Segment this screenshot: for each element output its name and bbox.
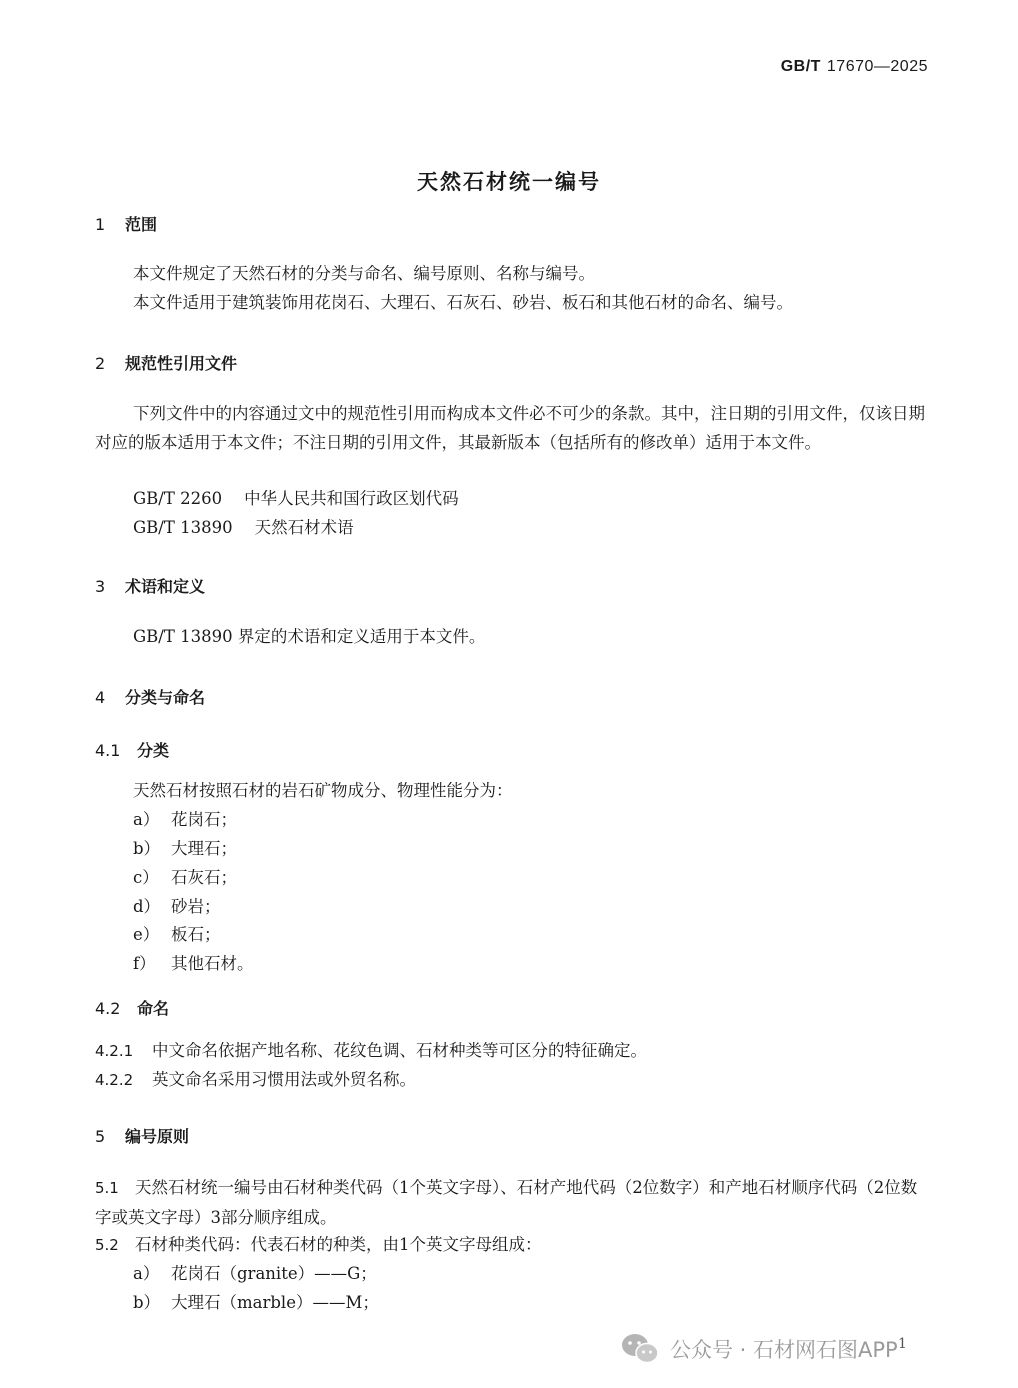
document-title: 天然石材统一编号 xyxy=(417,170,601,194)
list-marker: c） xyxy=(133,868,159,887)
section-title: 规范性引用文件 xyxy=(125,354,238,373)
clause-number: 4.2.1 xyxy=(95,1042,134,1060)
section-2-heading xyxy=(95,351,237,374)
clause-text: 天然石材统一编号由石材种类代码（1个英文字母）、石材产地代码（2位数字）和产地石材顺序代码（2位数字或英文字母）3部分顺序组成。 xyxy=(95,1178,918,1227)
wechat-icon xyxy=(620,1332,660,1366)
reference-name: 天然石材术语 xyxy=(254,518,354,537)
list-text: 石灰石； xyxy=(171,868,237,887)
list-marker: a） xyxy=(133,1264,160,1283)
standard-code xyxy=(781,58,928,76)
list-item xyxy=(133,921,221,945)
clause-text: 英文命名采用习惯用法或外贸名称。 xyxy=(152,1070,416,1089)
section-number: 3 xyxy=(95,577,106,596)
list-marker: d） xyxy=(133,897,161,916)
list-marker: b） xyxy=(133,839,161,858)
list-item xyxy=(133,806,237,830)
section-5-heading xyxy=(95,1124,189,1147)
watermark-text: 公众号 · 石材网石图APP xyxy=(670,1338,898,1362)
list-text: 花岗石（granite）——G； xyxy=(171,1264,377,1283)
reference-code: GB/T 2260 xyxy=(133,489,223,508)
standard-prefix: GB/T xyxy=(780,58,821,75)
list-item xyxy=(133,893,221,917)
watermark xyxy=(620,1331,898,1367)
section-title: 分类 xyxy=(137,741,170,760)
list-marker: a） xyxy=(133,810,160,829)
section-4-2-heading xyxy=(95,996,169,1019)
section-number: 2 xyxy=(95,354,106,373)
list-marker: e） xyxy=(133,925,160,944)
list-text: 花岗石； xyxy=(171,810,237,829)
clause-number: 4.2.2 xyxy=(95,1071,134,1089)
list-item xyxy=(133,1289,379,1313)
clause-5-1 xyxy=(95,1173,930,1232)
list-text: 板石； xyxy=(171,925,221,944)
list-text: 其他石材。 xyxy=(171,954,254,973)
section-title: 范围 xyxy=(125,215,158,234)
section-title: 编号原则 xyxy=(125,1127,190,1146)
list-text: 大理石（marble）——M； xyxy=(171,1293,379,1312)
reference-item xyxy=(133,485,459,509)
section-title: 分类与命名 xyxy=(125,688,206,707)
clause-text: 中文命名依据产地名称、花纹色调、石材种类等可区分的特征确定。 xyxy=(152,1041,647,1060)
reference-item xyxy=(133,514,354,538)
list-item xyxy=(133,1260,377,1284)
clause-4-2-1 xyxy=(95,1037,647,1061)
list-marker: b） xyxy=(133,1293,161,1312)
section-title: 术语和定义 xyxy=(125,577,206,596)
clause-text: 石材种类代码：代表石材的种类，由1个英文字母组成： xyxy=(135,1235,542,1254)
section-1-paragraph-2: 本文件适用于建筑装饰用花岗石、大理石、石灰石、砂岩、板石和其他石材的命名、编号。 xyxy=(133,293,793,312)
section-number: 1 xyxy=(95,215,106,234)
section-2-paragraph: 下列文件中的内容通过文中的规范性引用而构成本文件必不可少的条款。其中，注日期的引用文件，仅该日期对应的版本适用于本文件；不注日期的引用文件，其最新版本（包括所有的修改单）适用于本文件。 xyxy=(95,404,925,452)
list-item xyxy=(133,950,254,974)
list-text: 砂岩； xyxy=(171,897,221,916)
section-number: 4 xyxy=(95,688,106,707)
section-4-1-heading xyxy=(95,738,169,761)
clause-4-2-2 xyxy=(95,1066,416,1090)
section-number: 4.1 xyxy=(95,741,121,760)
list-item xyxy=(133,835,237,859)
reference-name: 中华人民共和国行政区划代码 xyxy=(244,489,459,508)
reference-code: GB/T 13890 xyxy=(133,518,233,537)
list-marker: f） xyxy=(133,954,156,973)
list-item xyxy=(133,864,237,888)
section-3-paragraph: GB/T 13890 界定的术语和定义适用于本文件。 xyxy=(133,627,486,646)
classification-intro: 天然石材按照石材的岩石矿物成分、物理性能分为： xyxy=(133,781,513,800)
section-title: 命名 xyxy=(137,999,170,1018)
section-1-heading xyxy=(95,212,157,235)
clause-5-2 xyxy=(95,1231,542,1255)
clause-number: 5.1 xyxy=(95,1179,119,1197)
standard-number: 17670—2025 xyxy=(826,58,928,75)
section-number: 5 xyxy=(95,1127,106,1146)
section-4-heading xyxy=(95,685,205,708)
list-text: 大理石； xyxy=(171,839,237,858)
section-1-paragraph-1: 本文件规定了天然石材的分类与命名、编号原则、名称与编号。 xyxy=(133,264,595,283)
section-3-heading xyxy=(95,574,205,597)
clause-number: 5.2 xyxy=(95,1236,119,1254)
section-number: 4.2 xyxy=(95,999,121,1018)
page-number: 1 xyxy=(898,1336,907,1352)
